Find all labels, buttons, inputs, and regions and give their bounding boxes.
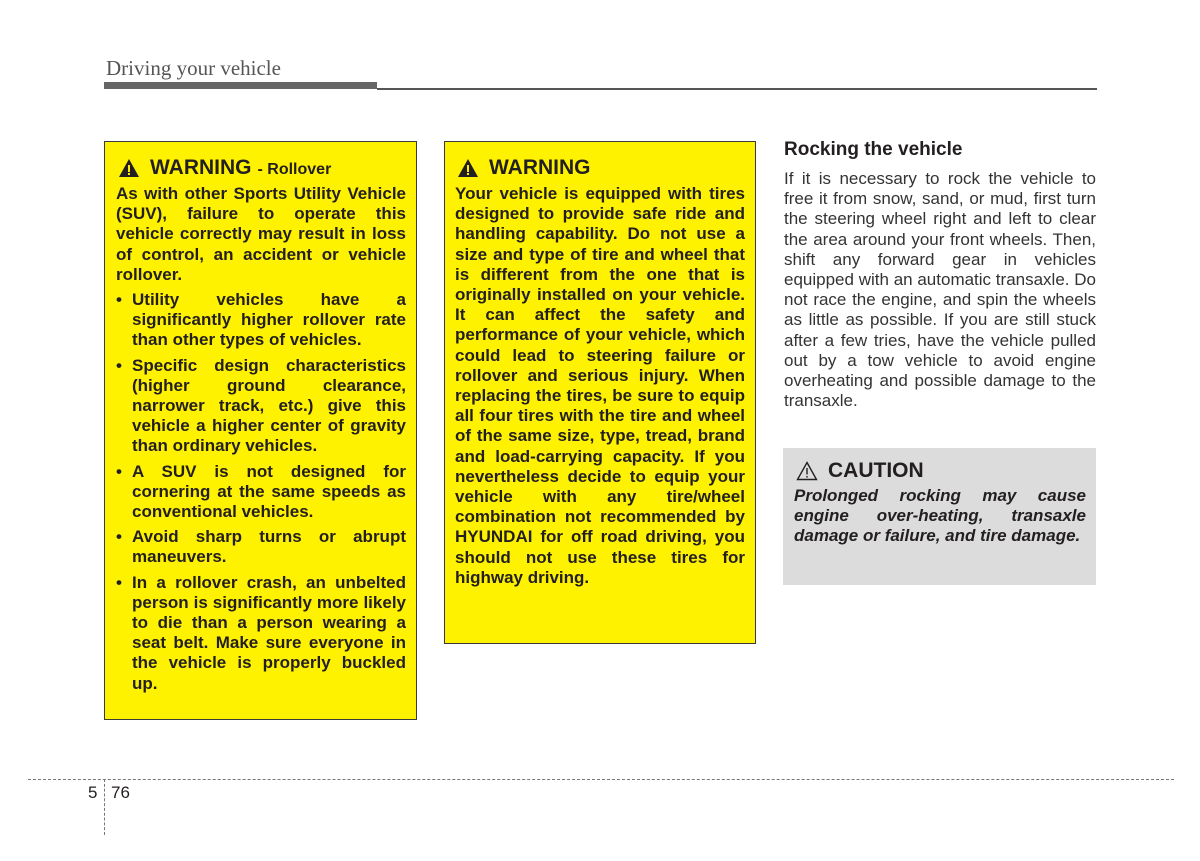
caution-text: Prolonged rocking may cause engine over-heating, transaxle damage or failure, and tire damage.	[794, 486, 1086, 546]
warning-rollover-intro: As with other Sports Utility Vehicle (SUV), failure to operate this vehicle correctly may result in loss of control, an accident or vehicle rollover.	[116, 184, 406, 284]
list-item: • Utility vehicles have a significantly higher rollover rate than other types of vehicles.	[116, 290, 406, 351]
footer-divider	[28, 779, 1174, 780]
list-item: • Specific design characteristics (higher ground clearance, narrower track, etc.) give this vehicle a higher center of gravity than ordinary vehicles.	[116, 356, 406, 457]
list-item: • A SUV is not designed for cornering at the same speeds as conventional vehicles.	[116, 462, 406, 523]
warning-rollover-list	[116, 290, 406, 694]
warning-tires-text: Your vehicle is equipped with tires designed to provide safe ride and handling capability. Do not use a size and type of tire and wheel that is different from the one that is originally installed on your vehicle. It can affect the safety and performance of your vehicle, which could lead to steering failure or rollover and serious injury. When replacing the tires, be sure to equip all four tires with the tire and wheel of the same size, type, tread, brand and load-carrying capacity. If you nevertheless decide to equip your vehicle with any tire/wheel combination not recommended by HYUNDAI for off road driving, you should not use these tires for highway driving.	[455, 184, 745, 587]
warning-tires-box	[444, 141, 756, 644]
section-heading: Rocking the vehicle	[784, 139, 963, 160]
section-body: If it is necessary to rock the vehicle to free it from snow, sand, or mud, first turn the steering wheel right and left to clear the area around your front wheels. Then, shift any forward gear in vehicles equipped with an automatic transaxle. Do not race the engine, and spin the wheels as little as possible. If you are still stuck after a few tries, have the vehicle pulled out by a tow vehicle to avoid engine overheating and possible damage to the transaxle.	[784, 169, 1096, 411]
caution-box	[783, 448, 1096, 585]
caution-header	[794, 458, 1086, 484]
chapter-number: 5	[88, 783, 98, 802]
warning-rollover-box	[104, 141, 417, 720]
caution-icon	[796, 461, 818, 481]
list-item: • In a rollover crash, an unbelted person is significantly more likely to die than a person wearing a seat belt. Make sure everyone in the vehicle is properly buckled up.	[116, 573, 406, 694]
header-rule-thin	[377, 88, 1097, 90]
warning-rollover-title: WARNING	[150, 156, 252, 179]
warning-rollover-header	[116, 154, 406, 182]
warning-rollover-subtitle: - Rollover	[257, 160, 332, 178]
list-item: • Avoid sharp turns or abrupt maneuvers.	[116, 527, 406, 567]
page-header-title: Driving your vehicle	[106, 56, 281, 80]
warning-tires-title: WARNING	[489, 156, 591, 179]
footer-vertical-divider	[104, 779, 105, 835]
caution-title: CAUTION	[828, 459, 924, 482]
page-number: 76	[111, 783, 130, 802]
warning-icon	[118, 158, 140, 178]
header-rule-thick	[104, 82, 377, 89]
warning-icon	[457, 158, 479, 178]
warning-tires-header	[455, 154, 745, 182]
